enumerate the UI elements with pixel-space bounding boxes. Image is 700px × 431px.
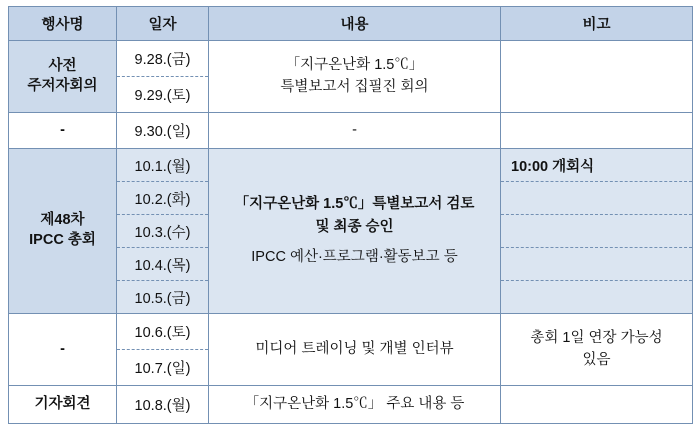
column-header-note: 비고 bbox=[501, 7, 693, 41]
event-cell-none: - bbox=[9, 314, 117, 386]
note-line1: 총회 1일 연장 가능성 bbox=[530, 330, 663, 347]
table-row bbox=[9, 41, 693, 77]
content-cell: - bbox=[209, 113, 501, 149]
date-cell: 10.6.(토) bbox=[117, 314, 209, 350]
date-cell: 10.1.(월) bbox=[117, 149, 209, 182]
date-cell: 10.4.(목) bbox=[117, 248, 209, 281]
table-row bbox=[9, 386, 693, 424]
header-row bbox=[9, 7, 693, 41]
note-cell bbox=[501, 386, 693, 424]
date-cell: 9.30.(일) bbox=[117, 113, 209, 149]
table-row bbox=[9, 113, 693, 149]
note-line2: 있음 bbox=[582, 351, 611, 368]
date-cell: 10.7.(일) bbox=[117, 350, 209, 386]
note-cell bbox=[501, 41, 693, 113]
event-cell-none: - bbox=[9, 113, 117, 149]
content-line1: 「지구온난화 1.5℃」 bbox=[285, 56, 424, 73]
schedule-table bbox=[8, 6, 693, 424]
date-cell: 10.8.(월) bbox=[117, 386, 209, 424]
date-cell: 10.5.(금) bbox=[117, 281, 209, 314]
content-line2: 및 최종 승인 bbox=[315, 219, 394, 236]
column-header-content: 내용 bbox=[209, 7, 501, 41]
event-label-line1: 제48차 bbox=[40, 212, 85, 229]
table-row bbox=[9, 314, 693, 350]
date-cell: 9.29.(토) bbox=[117, 77, 209, 113]
content-cell: 「지구온난화 1.5℃」 주요 내용 등 bbox=[209, 386, 501, 424]
event-label-line1: 사전 bbox=[48, 57, 77, 74]
event-cell-pre-lead-author-meeting bbox=[9, 41, 117, 113]
event-cell-press-conference: 기자회견 bbox=[9, 386, 117, 424]
note-cell-extension bbox=[501, 314, 693, 386]
date-cell: 10.3.(수) bbox=[117, 215, 209, 248]
event-label-line2: 주저자회의 bbox=[27, 77, 98, 94]
note-cell bbox=[501, 182, 693, 215]
table-body bbox=[9, 41, 693, 424]
note-cell bbox=[501, 281, 693, 314]
note-cell bbox=[501, 215, 693, 248]
content-cell bbox=[209, 149, 501, 314]
date-cell: 10.2.(화) bbox=[117, 182, 209, 215]
content-line2: 특별보고서 집필진 회의 bbox=[280, 78, 429, 95]
note-cell bbox=[501, 113, 693, 149]
content-cell bbox=[209, 41, 501, 113]
content-line3: IPCC 예산·프로그램·활동보고 등 bbox=[251, 248, 458, 265]
note-cell bbox=[501, 248, 693, 281]
column-header-date: 일자 bbox=[117, 7, 209, 41]
note-cell-opening-ceremony: 10:00 개회식 bbox=[501, 149, 693, 182]
content-cell: 미디어 트레이닝 및 개별 인터뷰 bbox=[209, 314, 501, 386]
date-cell: 9.28.(금) bbox=[117, 41, 209, 77]
event-label-line2: IPCC 총회 bbox=[29, 232, 96, 248]
table-row bbox=[9, 149, 693, 182]
table-header bbox=[9, 7, 693, 41]
content-line1: 「지구온난화 1.5℃」특별보고서 검토 bbox=[234, 196, 475, 213]
column-header-event: 행사명 bbox=[9, 7, 117, 41]
event-cell-ipcc-48th-session bbox=[9, 149, 117, 314]
